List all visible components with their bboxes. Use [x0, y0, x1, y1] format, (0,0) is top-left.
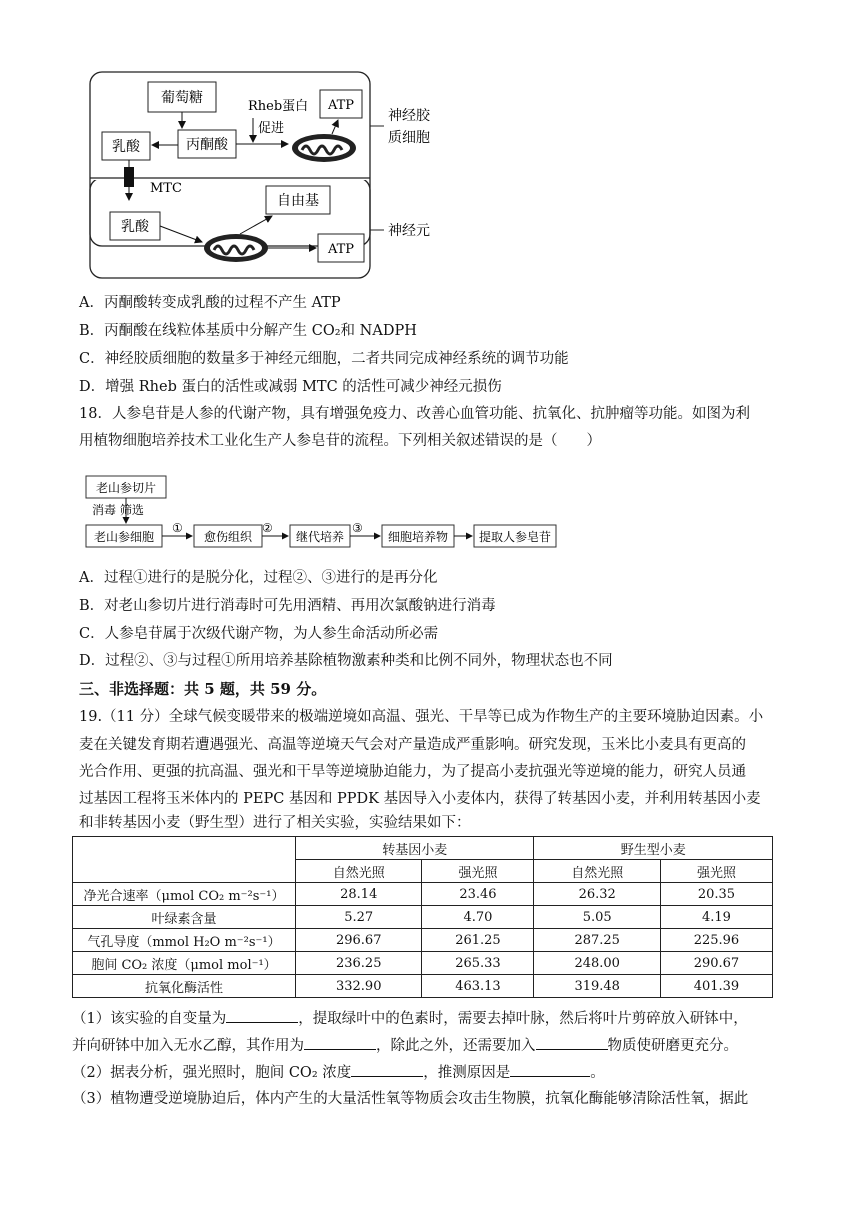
subheader: 自然光照	[296, 860, 422, 883]
ginseng-flow-diagram	[80, 470, 570, 552]
answer-blank[interactable]	[510, 1062, 590, 1077]
table-cell: 290.67	[660, 952, 772, 975]
table-cell: 463.13	[422, 975, 534, 998]
mtc-transporter	[124, 167, 134, 187]
q18-stem-line1: 18．人参皂苷是人参的代谢产物，具有增强免疫力、改善心血管功能、抗氧化、抗肿瘤等功能。如图为利	[79, 406, 750, 422]
promote-label: 促进	[258, 121, 285, 136]
table-cell: 287.25	[534, 929, 660, 952]
flow-slice: 老山参切片	[95, 481, 157, 495]
table-row	[73, 952, 773, 975]
table-cell: 225.96	[660, 929, 772, 952]
q19-part1-line2: 并向研钵中加入无水乙醇，其作用为 ，除此之外，还需要加入 物质使研磨更充分。	[72, 1035, 738, 1056]
q19-part1-line1: （1）该实验的自变量为 ，提取绿叶中的色素时，需要去掉叶脉，然后将叶片剪碎放入研钵中，	[72, 1008, 748, 1029]
q18-option-b: B．对老山参切片进行消毒时可先用酒精、再用次氯酸钠进行消毒	[79, 598, 496, 614]
table-cell: 265.33	[422, 952, 534, 975]
q17-option-d: D．增强 Rheb 蛋白的活性或减弱 MTC 的活性可减少神经元损伤	[79, 379, 502, 395]
lactate-top-box: 乳酸	[112, 139, 140, 155]
subheader: 强光照	[422, 860, 534, 883]
q17-option-c: C．神经胶质细胞的数量多于神经元细胞，二者共同完成神经系统的调节功能	[79, 351, 569, 367]
glial-label-2: 质细胞	[388, 130, 430, 146]
table-cell: 296.67	[296, 929, 422, 952]
mitochondrion-top	[292, 134, 356, 162]
q19-line-5: 和非转基因小麦（野生型）进行了相关实验，实验结果如下：	[79, 815, 471, 831]
q18-option-d: D．过程②、③与过程①所用培养基除植物激素种类和比例不同外，物理状态也不同	[79, 653, 613, 669]
table-row	[73, 883, 773, 906]
table-row	[73, 906, 773, 929]
glial-label-1: 神经胶	[388, 108, 430, 124]
flow-subculture: 继代培养	[295, 530, 345, 544]
table-cell: 5.05	[534, 906, 660, 929]
row-label: 净光合速率（μmol CO₂ m⁻²s⁻¹）	[73, 883, 296, 906]
mtc-label: MTC	[150, 181, 182, 196]
q18-option-c: C．人参皂苷属于次级代谢产物，为人参生命活动所必需	[79, 626, 439, 642]
results-table	[72, 836, 773, 998]
table-cell: 20.35	[660, 883, 772, 906]
table-cell: 319.48	[534, 975, 660, 998]
header-transgenic: 转基因小麦	[296, 837, 534, 860]
table-cell: 23.46	[422, 883, 534, 906]
neuron-label: 神经元	[388, 223, 430, 239]
subheader: 强光照	[660, 860, 772, 883]
flow-step-3: ③	[352, 521, 363, 535]
rheb-label: Rheb蛋白	[248, 99, 309, 114]
table-cell: 332.90	[296, 975, 422, 998]
answer-blank[interactable]	[304, 1035, 376, 1050]
flow-cells: 老山参细胞	[93, 530, 155, 544]
lactate-bottom-box: 乳酸	[121, 219, 149, 235]
row-label: 抗氧化酶活性	[73, 975, 296, 998]
answer-blank[interactable]	[351, 1062, 423, 1077]
table-cell: 248.00	[534, 952, 660, 975]
table-cell: 26.32	[534, 883, 660, 906]
table-cell: 261.25	[422, 929, 534, 952]
glucose-box: 葡萄糖	[161, 90, 203, 106]
section-3-heading: 三、非选择题：共 5 题，共 59 分。	[79, 680, 327, 698]
q18-option-a: A．过程①进行的是脱分化，过程②、③进行的是再分化	[79, 570, 438, 586]
table-cell: 4.19	[660, 906, 772, 929]
answer-blank[interactable]	[536, 1035, 608, 1050]
atp-top-box: ATP	[327, 98, 355, 113]
flow-extract: 提取人参皂苷	[478, 530, 552, 544]
flow-step-2: ②	[262, 521, 273, 535]
q18-stem-line2: 用植物细胞培养技术工业化生产人参皂苷的流程。下列相关叙述错误的是（ ）	[79, 433, 601, 449]
q19-line-1: 19.（11 分）全球气候变暖带来的极端逆境如高温、强光、干旱等已成为作物生产的主要环境胁迫因素。小	[79, 709, 764, 725]
q19-line-2: 麦在关键发育期若遭遇强光、高温等逆境天气会对产量造成严重影响。研究发现，玉米比小麦具有更高的	[79, 737, 746, 753]
q17-option-a: A．丙酮酸转变成乳酸的过程不产生 ATP	[79, 295, 341, 311]
q19-part3: （3）植物遭受逆境胁迫后，体内产生的大量活性氧等物质会攻击生物膜，抗氧化酶能够清除活性氧，据此	[72, 1091, 749, 1107]
mitochondrion-bottom	[204, 234, 268, 262]
flow-step-1: ①	[172, 521, 183, 535]
table-cell: 401.39	[660, 975, 772, 998]
atp-bottom-box: ATP	[327, 242, 355, 257]
q19-line-3: 光合作用、更强的抗高温、强光和干旱等逆境胁迫能力，为了提高小麦抗强光等逆境的能力，研究人员通	[79, 764, 746, 780]
table-corner	[73, 837, 296, 883]
flow-step-label: 消毒 筛选	[92, 503, 144, 517]
table-cell: 236.25	[296, 952, 422, 975]
table-cell: 4.70	[422, 906, 534, 929]
q19-line-4: 过基因工程将玉米体内的 PEPC 基因和 PPDK 基因导入小麦体内，获得了转基因小麦，并利用转基因小麦	[79, 791, 761, 807]
table-cell: 5.27	[296, 906, 422, 929]
free-radical-box: 自由基	[277, 193, 319, 209]
answer-blank[interactable]	[226, 1008, 298, 1023]
row-label: 胞间 CO₂ 浓度（μmol mol⁻¹）	[73, 952, 296, 975]
row-label: 气孔导度（mmol H₂O m⁻²s⁻¹）	[73, 929, 296, 952]
table-row	[73, 929, 773, 952]
row-label: 叶绿素含量	[73, 906, 296, 929]
table-row	[73, 975, 773, 998]
metabolism-diagram	[80, 68, 450, 282]
flow-callus: 愈伤组织	[203, 530, 253, 544]
table-cell: 28.14	[296, 883, 422, 906]
pyruvate-box: 丙酮酸	[186, 137, 228, 153]
q19-part2: （2）据表分析，强光照时，胞间 CO₂ 浓度 ，推测原因是 。	[72, 1062, 605, 1083]
subheader: 自然光照	[534, 860, 660, 883]
flow-culture-product: 细胞培养物	[387, 530, 449, 544]
header-wildtype: 野生型小麦	[534, 837, 773, 860]
q17-option-b: B．丙酮酸在线粒体基质中分解产生 CO₂和 NADPH	[79, 323, 417, 339]
